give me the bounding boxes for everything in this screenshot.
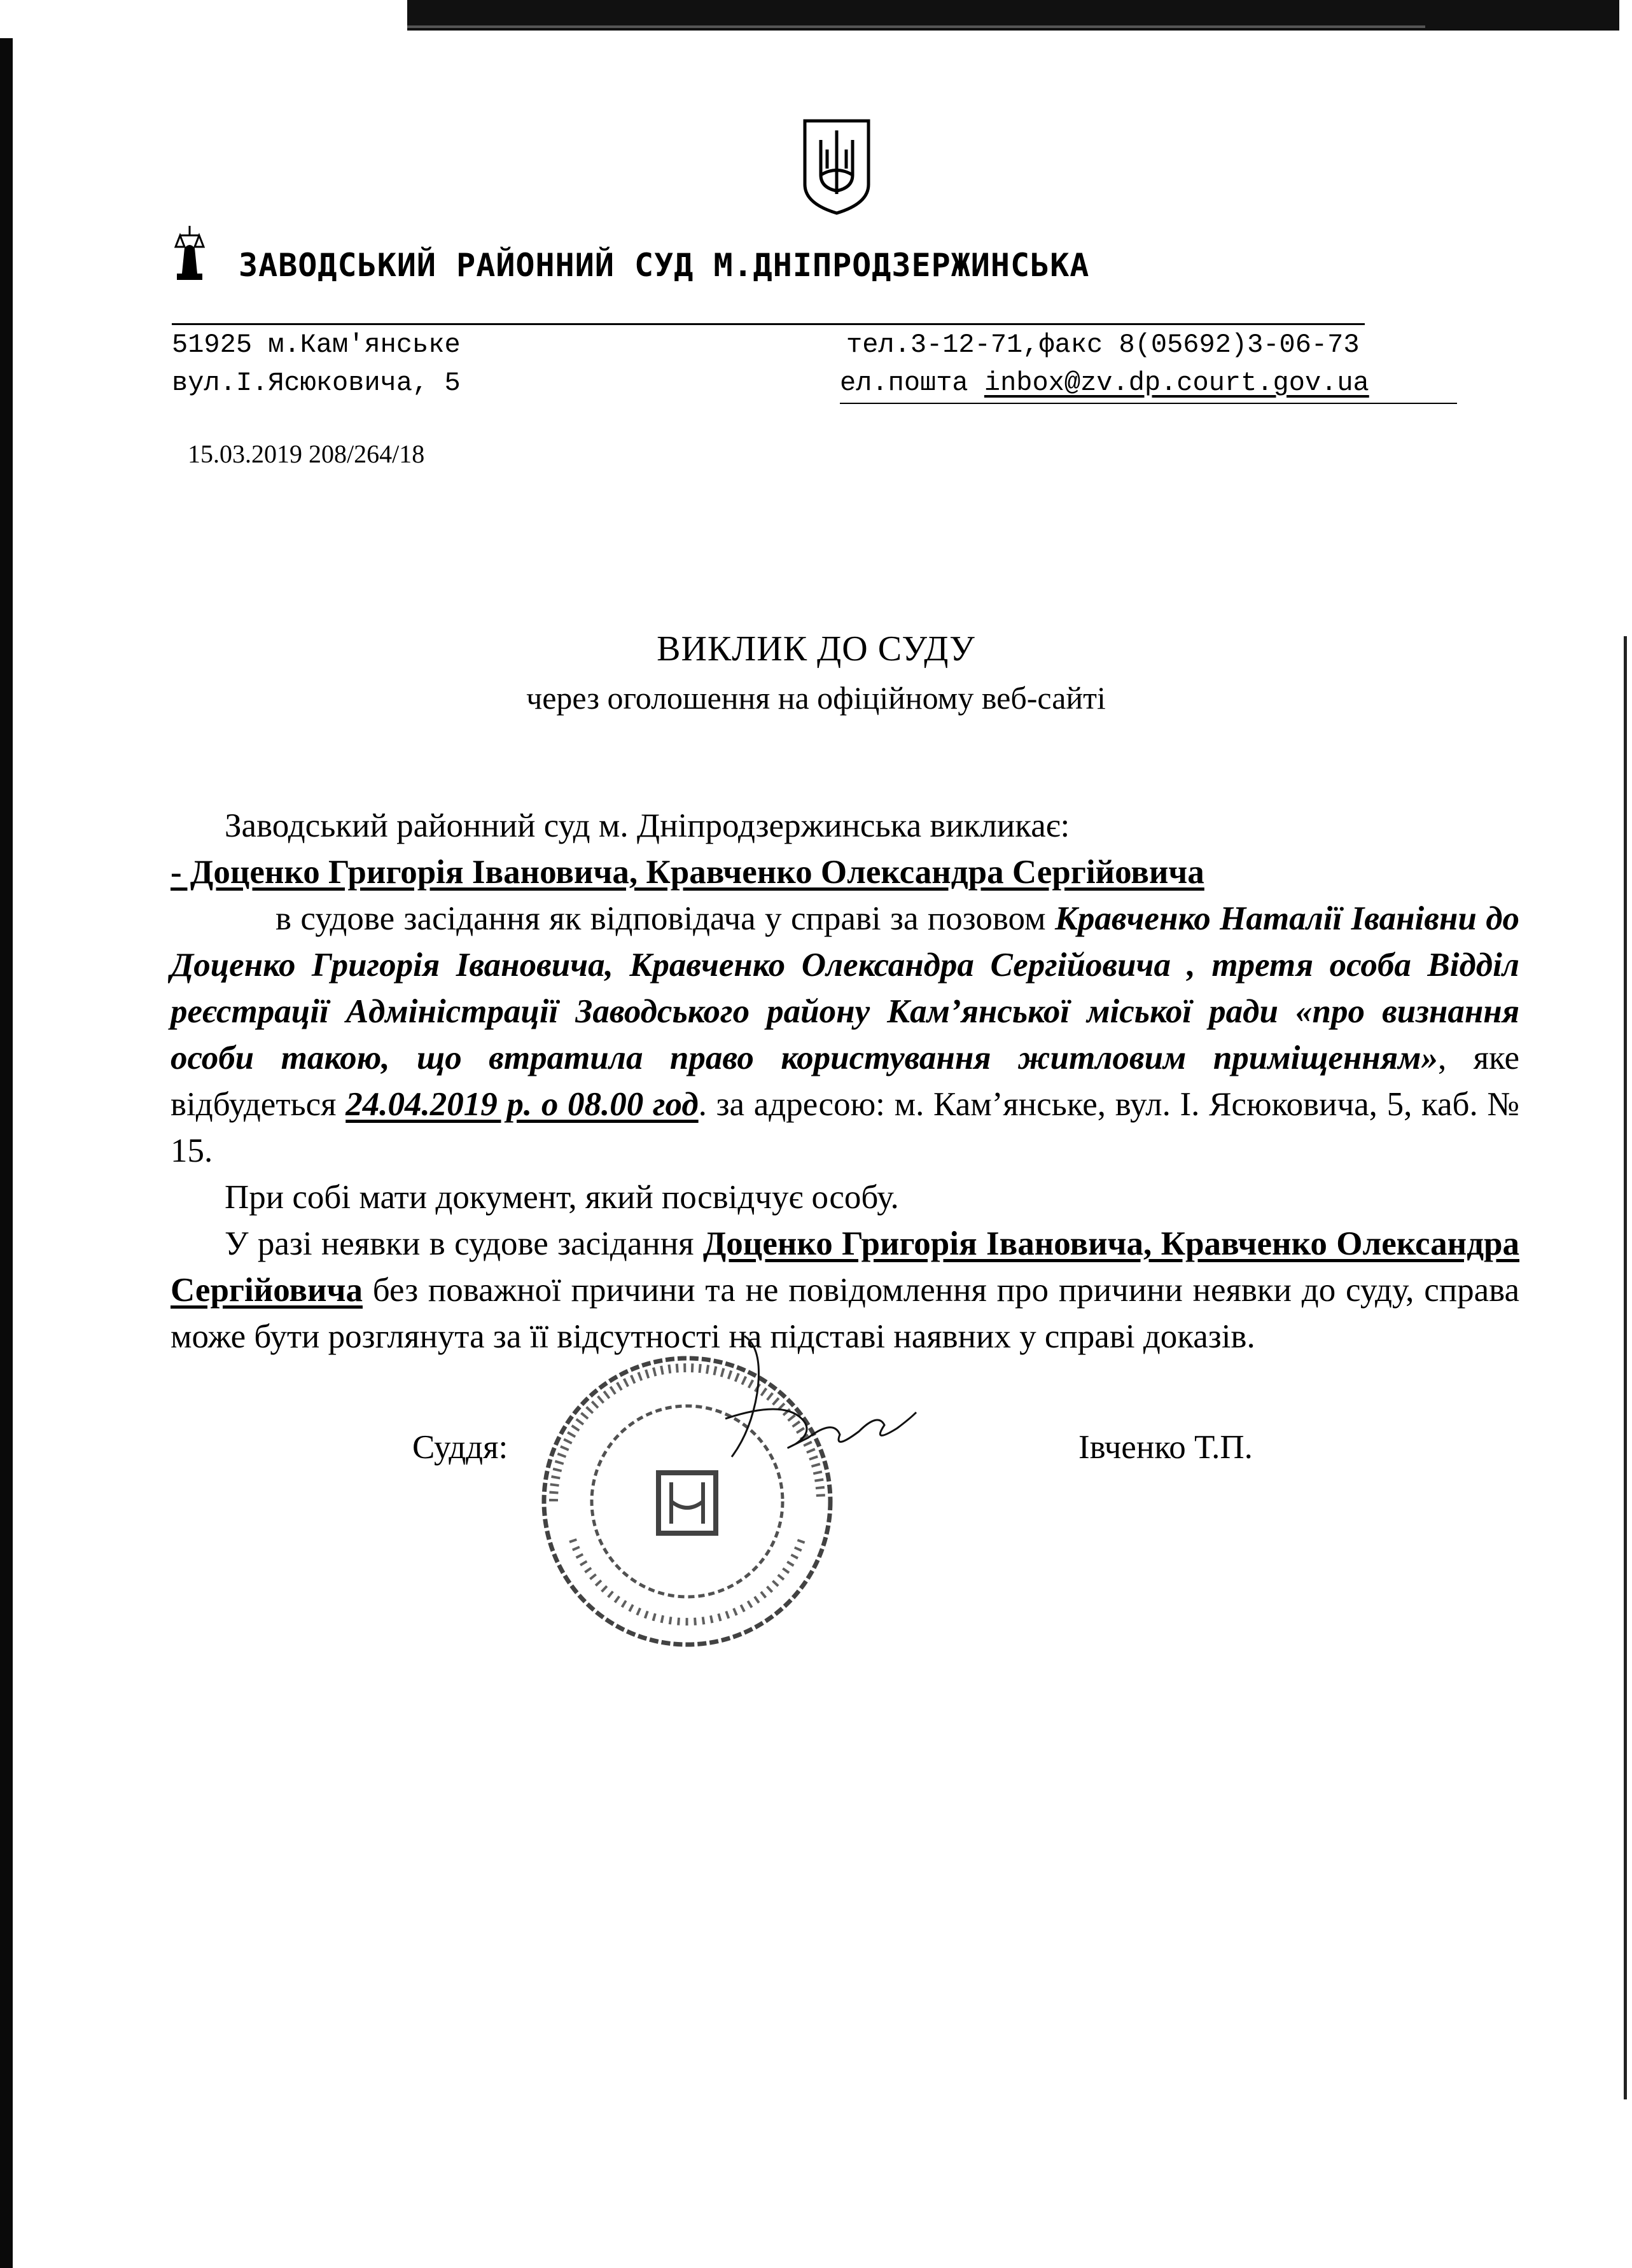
- scan-edge-left: [0, 38, 13, 2268]
- hearing-text-1: в судове засідання як відповідача у справі за позовом: [275, 900, 1055, 937]
- scan-edge-top-line: [407, 25, 1425, 28]
- absence-names: Доценко Григорія Івановича, Кравченко Олександра Сергійовича: [171, 1225, 1519, 1309]
- id-document-note: При собі мати документ, який посвідчує особу.: [225, 1179, 899, 1216]
- court-address-line2: вул.І.Ясюковича, 5: [172, 368, 461, 398]
- summons-body: [171, 803, 1519, 1360]
- header-divider: [172, 323, 1365, 325]
- absence-text-2: без поважної причини та не повідомлення про причини неявки до суду, справа може бути розглянута за її відсутності на підставі наявних у справі доказів.: [171, 1272, 1519, 1355]
- judge-label: Суддя:: [412, 1429, 508, 1466]
- court-phone-fax: тел.3-12-71,факс 8(05692)3-06-73: [846, 330, 1360, 360]
- judge-name: Івченко Т.П.: [1078, 1429, 1253, 1466]
- scan-edge-right: [1624, 636, 1627, 2099]
- email-link[interactable]: inbox@zv.dp.court.gov.ua: [984, 368, 1369, 398]
- document-subtitle: через оголошення на офіційному веб-сайті: [526, 680, 1106, 716]
- summoned-persons-names: - Доценко Григорія Івановича, Кравченко Олександра Сергійовича: [171, 854, 1204, 891]
- court-email-line: [840, 368, 1369, 398]
- hearing-details: [171, 896, 1519, 1174]
- themis-icon: [171, 223, 209, 283]
- trident-emblem-icon: [799, 115, 875, 216]
- email-underline: [840, 403, 1457, 404]
- date-and-case-number: 15.03.2019 208/264/18: [188, 440, 425, 468]
- hearing-address: . за адресою: м. Кам’янське, вул. І. Ясюковича, 5, каб. № 15.: [171, 1086, 1519, 1169]
- judge-signature: [706, 1323, 923, 1489]
- summons-intro: Заводський районний суд м. Дніпродзержинська викликає:: [225, 807, 1070, 844]
- court-name: ЗАВОДСЬКИЙ РАЙОННИЙ СУД М.ДНІПРОДЗЕРЖИНСЬКА: [239, 247, 1090, 284]
- hearing-text-2: , яке відбудеться: [171, 1040, 1519, 1123]
- absence-text-1: У разі неявки в судове засідання: [225, 1225, 703, 1262]
- case-description: Кравченко Наталії Іванівни до Доценко Григорія Івановича, Кравченко Олександра Сергійовича , третя особа Відділ реєстрації Адміністрації Заводського району Кам’янської міської ради «про визнання особи такою, що втратила право користування житловим приміщенням»: [171, 900, 1519, 1076]
- court-address-line1: 51925 м.Кам'янське: [172, 330, 461, 360]
- hearing-date: 24.04.2019 р. о 08.00 год: [345, 1086, 699, 1123]
- email-label: ел.пошта: [840, 368, 968, 398]
- summoned-persons: [171, 849, 1519, 896]
- document-title: ВИКЛИК ДО СУДУ: [657, 629, 975, 669]
